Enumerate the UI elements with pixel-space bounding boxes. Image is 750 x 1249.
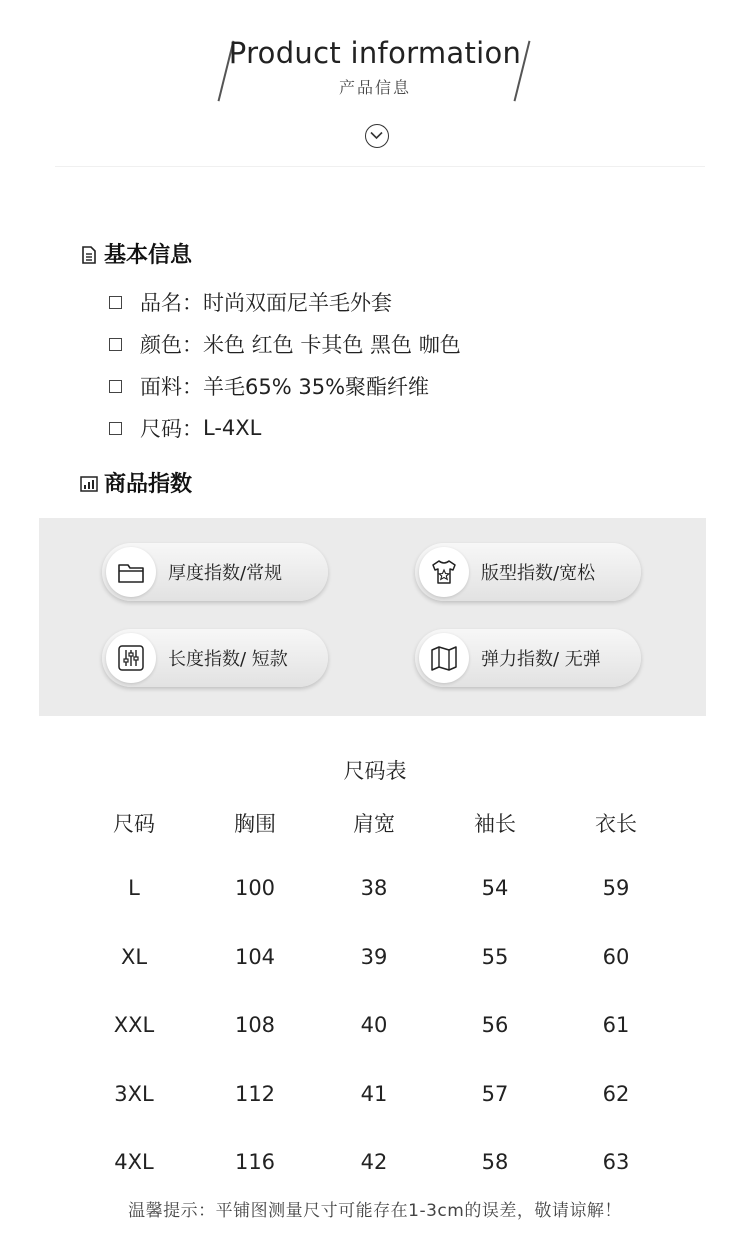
table-cell: 57 — [481, 1082, 509, 1106]
header-title-en: Product information — [228, 36, 522, 70]
table-cell: 116 — [234, 1150, 276, 1174]
table-header: 衣长 — [595, 812, 637, 836]
table-header: 尺码 — [113, 812, 155, 836]
info-item-name — [109, 287, 392, 317]
index-thickness-label: 厚度指数/常规 — [168, 563, 283, 584]
info-label: 尺码： — [140, 417, 203, 441]
table-cell: 55 — [481, 945, 509, 969]
table-cell: 62 — [602, 1082, 630, 1106]
table-cell: 61 — [602, 1013, 630, 1037]
table-cell: 104 — [234, 945, 276, 969]
table-cell: 54 — [481, 876, 509, 900]
table-cell: 112 — [234, 1082, 276, 1106]
info-value: 时尚双面尼羊毛外套 — [203, 291, 392, 315]
table-cell: 39 — [360, 945, 388, 969]
index-length-label: 长度指数/ 短款 — [168, 649, 288, 670]
table-cell: 56 — [481, 1013, 509, 1037]
table-cell: XL — [120, 945, 148, 969]
info-label: 颜色： — [140, 333, 203, 357]
table-cell: 58 — [481, 1150, 509, 1174]
indices-title: 商品指数 — [104, 472, 193, 497]
indices-panel — [39, 518, 706, 716]
info-label: 面料： — [140, 375, 203, 399]
table-header: 袖长 — [474, 812, 516, 836]
table-cell: 4XL — [114, 1150, 154, 1174]
index-length — [102, 629, 328, 687]
header-divider — [55, 166, 705, 167]
sliders-icon — [116, 643, 146, 673]
basic-info-title: 基本信息 — [104, 243, 193, 268]
info-label: 品名： — [140, 291, 203, 315]
info-item-size — [109, 413, 261, 443]
header-title-cn: 产品信息 — [338, 78, 411, 97]
bar-chart-icon — [80, 474, 98, 492]
info-value: 羊毛65% 35%聚酯纤维 — [203, 375, 430, 399]
table-cell: 42 — [360, 1150, 388, 1174]
checkbox-icon — [109, 380, 122, 393]
tshirt-icon — [429, 557, 459, 587]
size-table-title: 尺码表 — [343, 759, 407, 783]
table-cell: 40 — [360, 1013, 388, 1037]
checkbox-icon — [109, 338, 122, 351]
table-header: 肩宽 — [353, 812, 395, 836]
index-thickness — [102, 543, 328, 601]
measurement-note: 温馨提示：平铺图测量尺寸可能存在1-3cm的误差，敬请谅解！ — [128, 1201, 622, 1221]
index-elasticity — [415, 629, 641, 687]
table-cell: 108 — [234, 1013, 276, 1037]
info-value: 米色 红色 卡其色 黑色 咖色 — [203, 333, 461, 357]
table-cell: 59 — [602, 876, 630, 900]
table-header: 胸围 — [234, 812, 276, 836]
map-icon — [429, 643, 459, 673]
chevron-down-circle-icon — [365, 124, 389, 148]
basic-info-heading — [80, 238, 192, 269]
checkbox-icon — [109, 296, 122, 309]
indices-heading — [80, 467, 192, 498]
table-cell: 60 — [602, 945, 630, 969]
index-fit-label: 版型指数/宽松 — [481, 563, 596, 584]
index-elasticity-label: 弹力指数/ 无弹 — [481, 649, 601, 670]
document-icon — [80, 245, 98, 263]
table-cell: 3XL — [114, 1082, 154, 1106]
table-cell: 38 — [360, 876, 388, 900]
folder-icon — [116, 557, 146, 587]
table-cell: 100 — [234, 876, 276, 900]
info-item-color — [109, 329, 461, 359]
table-cell: L — [128, 876, 140, 900]
info-value: L-4XL — [203, 416, 262, 440]
table-cell: 63 — [602, 1150, 630, 1174]
checkbox-icon — [109, 422, 122, 435]
table-cell: 41 — [360, 1082, 388, 1106]
index-fit — [415, 543, 641, 601]
table-cell: XXL — [113, 1013, 155, 1037]
info-item-fabric — [109, 371, 429, 401]
